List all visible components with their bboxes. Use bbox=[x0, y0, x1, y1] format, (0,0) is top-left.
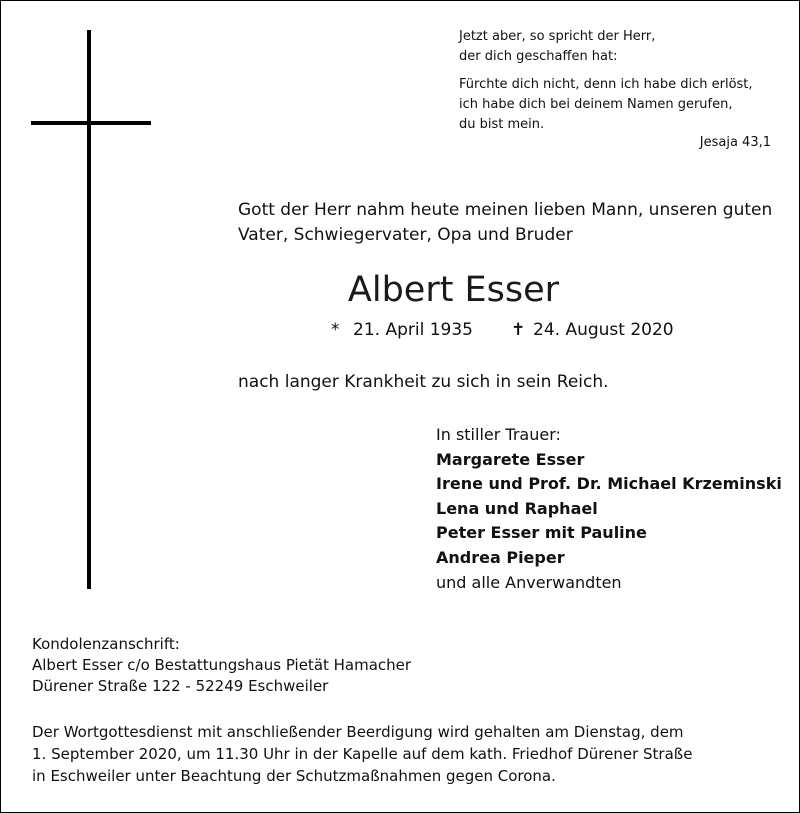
condolence-line: Dürener Straße 122 - 52249 Eschweiler bbox=[32, 677, 329, 695]
mourner-name: Irene und Prof. Dr. Michael Krzeminski bbox=[436, 474, 782, 494]
verse-line: ich habe dich bei deinem Namen gerufen, bbox=[459, 97, 733, 112]
mourner-name: Peter Esser mit Pauline bbox=[436, 523, 647, 543]
verse-reference: Jesaja 43,1 bbox=[699, 135, 771, 150]
bible-verse bbox=[459, 27, 779, 150]
condolence-line: Albert Esser c/o Bestattungshaus Pietät Hamacher bbox=[32, 656, 412, 674]
death-cross-icon: ✝ bbox=[511, 320, 526, 340]
cross-icon-crossbar bbox=[31, 121, 151, 125]
deceased-name: Albert Esser bbox=[347, 270, 560, 310]
service-line: in Eschweiler unter Beachtung der Schutzmaßnahmen gegen Corona. bbox=[32, 767, 556, 785]
mourners-footer: und alle Anverwandten bbox=[436, 572, 622, 592]
birth-date-text: 21. April 1935 bbox=[353, 320, 473, 340]
verse-line: Jetzt aber, so spricht der Herr, bbox=[459, 29, 656, 44]
verse-line: du bist mein. bbox=[459, 117, 545, 132]
mourners-heading: In stiller Trauer: bbox=[436, 425, 561, 444]
funeral-service-info bbox=[32, 721, 782, 787]
intro-line: Gott der Herr nahm heute meinen lieben Mann, unseren guten bbox=[238, 200, 773, 220]
closing-line: nach langer Krankheit zu sich in sein Reich. bbox=[238, 372, 609, 392]
death-date-text: 24. August 2020 bbox=[533, 320, 674, 340]
death-date bbox=[511, 318, 674, 342]
verse-line: Fürchte dich nicht, denn ich habe dich erlöst, bbox=[459, 77, 753, 92]
announcement-intro bbox=[238, 198, 772, 248]
mourner-name: Andrea Pieper bbox=[436, 547, 565, 567]
condolence-address bbox=[32, 634, 411, 697]
mourner-name: Lena und Raphael bbox=[436, 498, 598, 518]
verse-line: der dich geschaffen hat: bbox=[459, 49, 618, 64]
condolence-label: Kondolenzanschrift: bbox=[32, 635, 180, 653]
mourners-list bbox=[436, 423, 782, 595]
birth-star-icon: * bbox=[331, 320, 340, 340]
mourner-name: Margarete Esser bbox=[436, 449, 585, 469]
birth-date bbox=[331, 318, 473, 342]
service-line: Der Wortgottesdienst mit anschließender Beerdigung wird gehalten am Dienstag, dem bbox=[32, 723, 684, 741]
intro-line: Vater, Schwiegervater, Opa und Bruder bbox=[238, 225, 573, 245]
service-line: 1. September 2020, um 11.30 Uhr in der Kapelle auf dem kath. Friedhof Dürener Straße bbox=[32, 745, 693, 763]
